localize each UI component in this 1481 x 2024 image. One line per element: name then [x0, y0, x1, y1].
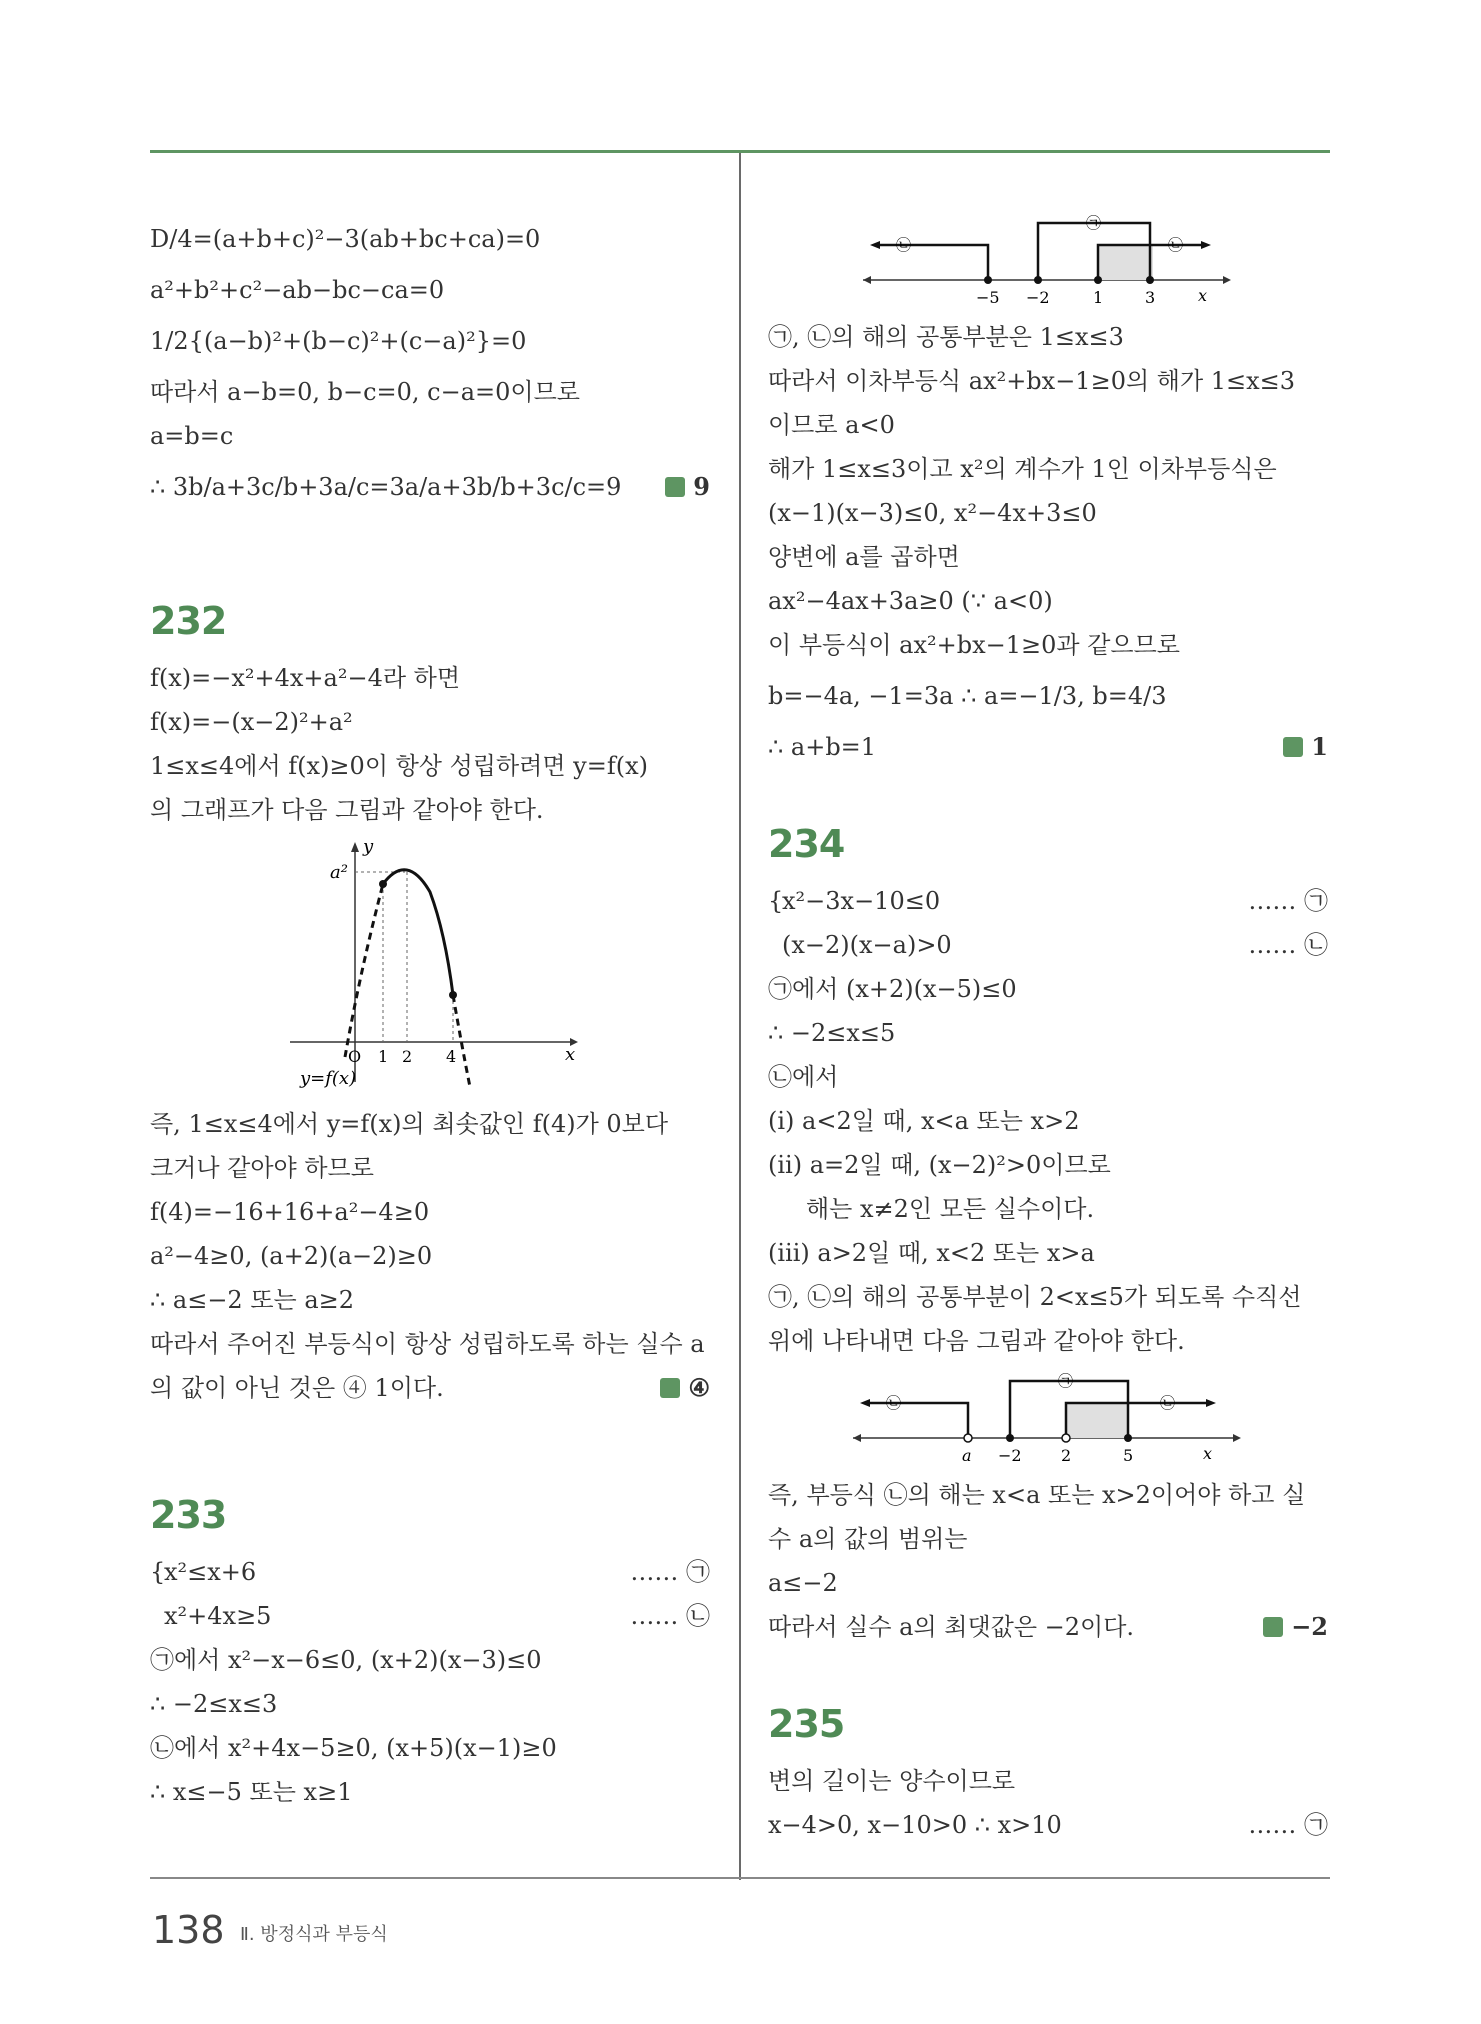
page-number: 138 [152, 1908, 225, 1952]
range-right-arrow-icon [1206, 1399, 1216, 1407]
brace-icon: { [768, 887, 784, 915]
text-line: ㉠에서 (x+2)(x−5)≤0 [768, 975, 1017, 1003]
text-line: 크거나 같아야 하므로 [150, 1154, 374, 1182]
text-line: 변의 길이는 양수이므로 [768, 1767, 1016, 1795]
text-line: (ⅱ) a=2일 때, (x−2)²>0이므로 [768, 1151, 1111, 1179]
left-column [150, 210, 710, 1814]
number-line-234 [848, 1363, 1248, 1473]
nl-arrow-right-icon [1223, 276, 1231, 284]
open-point [1062, 1434, 1070, 1442]
spacer [768, 1649, 1328, 1689]
point [1094, 276, 1102, 284]
text-line: 이 부등식이 ax²+bx−1≥0과 같으므로 [768, 631, 1180, 659]
answer-line [768, 1605, 1328, 1649]
tick-1: 1 [378, 1047, 389, 1066]
text-line: 의 그래프가 다음 그림과 같아야 한다. [150, 796, 544, 824]
text-line: 양변에 a를 곱하면 [768, 543, 960, 571]
curve-label: y=f(x) [300, 1068, 357, 1089]
text-line: 즉, 부등식 ㉡의 해는 x<a 또는 x>2이어야 하고 실 [768, 1481, 1306, 1509]
tick: −2 [998, 1446, 1022, 1465]
tick-2: 2 [402, 1047, 413, 1066]
text-line: ∴ 3b/a+3c/b+3a/c=3a/a+3b/b+3c/c=9 [150, 473, 622, 501]
text-line: 위에 나타내면 다음 그림과 같아야 한다. [768, 1327, 1185, 1355]
x-axis-label: x [565, 1044, 576, 1065]
parabola-graph [280, 832, 580, 1102]
answer-mark [1283, 725, 1328, 769]
text-line: ㉡에서 x²+4x−5≥0, (x+5)(x−1)≥0 [150, 1734, 557, 1762]
text-line: ㉠, ㉡의 해의 공통부분이 2<x≤5가 되도록 수직선 [768, 1283, 1302, 1311]
equation-tag: …… ㉠ [1248, 1811, 1328, 1839]
answer-value: 9 [693, 472, 710, 501]
answer-value: 1 [1311, 732, 1328, 761]
number-line-233 [858, 205, 1238, 315]
text-line: b=−4a, −1=3a ∴ a=−1/3, b=4/3 [768, 682, 1167, 710]
equation: (x−2)(x−a)>0 [782, 931, 952, 959]
system-line [768, 879, 1328, 923]
a-squared-label: a² [330, 862, 348, 883]
chapter-title: Ⅱ. 방정식과 부등식 [240, 1924, 388, 1945]
problem-number: 233 [150, 1493, 227, 1537]
text-line: f(4)=−16+16+a²−4≥0 [150, 1198, 430, 1226]
axis-label: x [1203, 1444, 1213, 1463]
tick: a [962, 1446, 972, 1465]
problem-number: 234 [768, 822, 845, 866]
answer-mark [1263, 1605, 1328, 1649]
origin-label: O [348, 1047, 362, 1066]
marker: ㉡ [896, 236, 912, 254]
range-left-arrow-icon [860, 1399, 870, 1407]
answer-value: −2 [1291, 1612, 1328, 1641]
system-line [150, 1594, 710, 1638]
nl-arrow-right-icon [1233, 1434, 1241, 1442]
text-line: 따라서 a−b=0, b−c=0, c−a=0이므로 [150, 378, 580, 406]
nl-arrow-left-icon [863, 276, 871, 284]
text-line-tagged [768, 1803, 1328, 1847]
system-line [150, 1550, 710, 1594]
text-line: ∴ −2≤x≤5 [768, 1019, 896, 1047]
marker: ㉡ [1160, 1394, 1176, 1412]
answer-mark [660, 1366, 710, 1410]
point-x1 [379, 880, 387, 888]
point [1146, 276, 1154, 284]
point [984, 276, 992, 284]
curve-left-dashed [345, 884, 383, 1057]
tick: 2 [1061, 1446, 1072, 1465]
point [1124, 1434, 1132, 1442]
problem-number: 235 [768, 1702, 845, 1746]
tick: −2 [1026, 288, 1050, 307]
tick: 3 [1145, 288, 1156, 307]
column-divider [739, 153, 741, 1880]
text-line: 해는 x≠2인 모든 실수이다. [806, 1195, 1095, 1223]
curve-right-dashed [453, 995, 470, 1087]
text-line: f(x)=−(x−2)²+a² [150, 708, 353, 736]
range-left-arrow-icon [870, 241, 880, 249]
text-line: ∴ −2≤x≤3 [150, 1690, 278, 1718]
solution-region [1066, 1403, 1128, 1438]
text-line: (x−1)(x−3)≤0, x²−4x+3≤0 [768, 499, 1097, 527]
text-line: a≤−2 [768, 1569, 838, 1597]
text-line: ∴ x≤−5 또는 x≥1 [150, 1778, 353, 1806]
text-line: ∴ a+b=1 [768, 733, 877, 761]
answer-value: ④ [688, 1373, 710, 1402]
axis-label: x [1198, 286, 1208, 305]
tick: 1 [1093, 288, 1104, 307]
point [1034, 276, 1042, 284]
text-line: ax²−4ax+3a≥0 (∵ a<0) [768, 587, 1053, 615]
text-line: 해가 1≤x≤3이고 x²의 계수가 1인 이차부등식은 [768, 455, 1277, 483]
text-line: a=b=c [150, 422, 234, 450]
nl-arrow-left-icon [853, 1434, 861, 1442]
system-line [768, 923, 1328, 967]
answer-line [768, 725, 1328, 769]
range-left [868, 1403, 968, 1438]
y-axis-label: y [363, 836, 374, 857]
equation-tag: …… ㉡ [630, 1602, 710, 1630]
text-line: a²−4≥0, (a+2)(a−2)≥0 [150, 1242, 433, 1270]
spacer [150, 1410, 710, 1480]
tick: 5 [1123, 1446, 1134, 1465]
text-line: f(x)=−x²+4x+a²−4라 하면 [150, 664, 461, 692]
equation-tag: …… ㉠ [1248, 887, 1328, 915]
text-line: 따라서 실수 a의 최댓값은 −2이다. [768, 1613, 1135, 1641]
equation-tag: …… ㉠ [630, 1558, 710, 1586]
range-left [878, 245, 988, 280]
equation: x²−3x−10≤0 [782, 887, 941, 915]
text-line: ㉡에서 [768, 1063, 839, 1091]
spacer [150, 516, 710, 586]
text-line: 1/2{(a−b)²+(b−c)²+(c−a)²}=0 [150, 327, 527, 355]
answer-badge-icon [665, 477, 685, 497]
text-line: a²+b²+c²−ab−bc−ca=0 [150, 276, 445, 304]
answer-line [150, 458, 710, 516]
brace-icon [150, 1594, 164, 1638]
marker: ㉡ [1168, 236, 1184, 254]
point-x4 [449, 991, 457, 999]
text-line: 즉, 1≤x≤4에서 y=f(x)의 최솟값인 f(4)가 0보다 [150, 1110, 669, 1138]
text-line: x−4>0, x−10>0 ∴ x>10 [768, 1811, 1062, 1839]
answer-badge-icon [1283, 737, 1303, 757]
right-column [768, 205, 1328, 1847]
marker: ㉠ [1058, 1372, 1074, 1390]
answer-badge-icon [660, 1378, 680, 1398]
text-line: 수 a의 값의 범위는 [768, 1525, 968, 1553]
text-line: D/4=(a+b+c)²−3(ab+bc+ca)=0 [150, 225, 541, 253]
tick: −5 [976, 288, 1000, 307]
text-line: ㉠에서 x²−x−6≤0, (x+2)(x−3)≤0 [150, 1646, 542, 1674]
equation-tag: …… ㉡ [1248, 931, 1328, 959]
marker: ㉠ [1086, 214, 1102, 232]
text-line: (ⅲ) a>2일 때, x<2 또는 x>a [768, 1239, 1095, 1267]
text-line: ∴ a≤−2 또는 a≥2 [150, 1286, 355, 1314]
brace-icon: { [150, 1558, 166, 1586]
text-line: 이므로 a<0 [768, 411, 895, 439]
marker: ㉡ [886, 1394, 902, 1412]
curve-solid [383, 870, 453, 995]
tick-4: 4 [446, 1047, 457, 1066]
bottom-rule [150, 1877, 1330, 1879]
answer-line [150, 1366, 710, 1410]
point [1006, 1434, 1014, 1442]
text-line: 따라서 주어진 부등식이 항상 성립하도록 하는 실수 a [150, 1330, 705, 1358]
range-right-arrow-icon [1201, 241, 1211, 249]
brace-icon [768, 923, 782, 967]
answer-mark [665, 458, 710, 516]
text-line: 의 값이 아닌 것은 ④ 1이다. [150, 1374, 444, 1402]
answer-badge-icon [1263, 1617, 1283, 1637]
text-line: (ⅰ) a<2일 때, x<a 또는 x>2 [768, 1107, 1080, 1135]
spacer [768, 769, 1328, 809]
problem-number: 232 [150, 599, 227, 643]
equation: x²≤x+6 [164, 1558, 257, 1586]
y-arrow-icon [351, 842, 359, 852]
solution-region [1098, 245, 1153, 280]
open-point [964, 1434, 972, 1442]
text-line: 1≤x≤4에서 f(x)≥0이 항상 성립하려면 y=f(x) [150, 752, 648, 780]
text-line: ㉠, ㉡의 해의 공통부분은 1≤x≤3 [768, 323, 1124, 351]
text-line: 따라서 이차부등식 ax²+bx−1≥0의 해가 1≤x≤3 [768, 367, 1296, 395]
equation: x²+4x≥5 [164, 1602, 272, 1630]
